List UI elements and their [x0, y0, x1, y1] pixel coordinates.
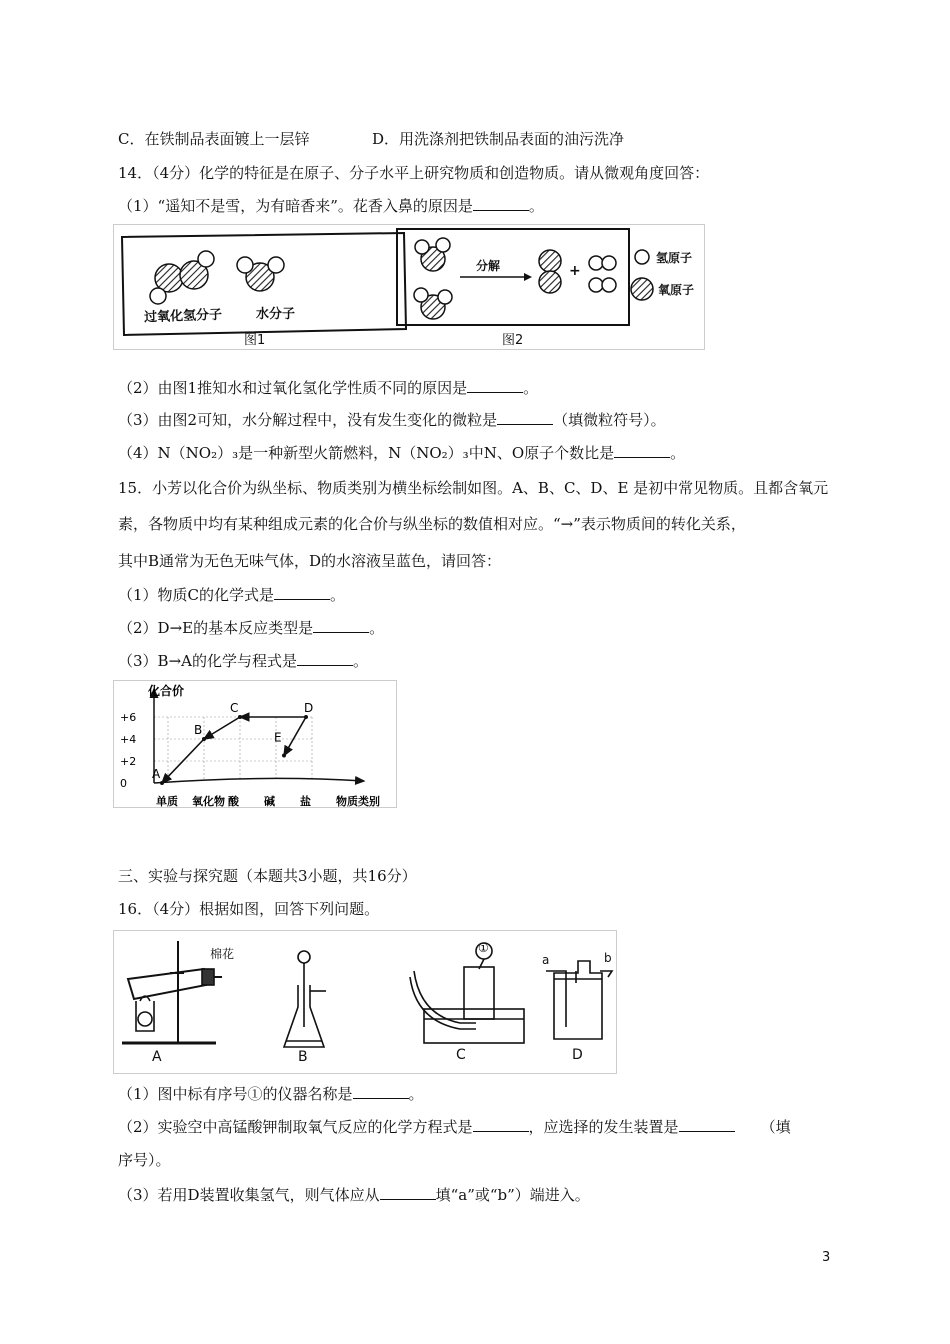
label-c: C — [456, 1047, 466, 1063]
fig2-caption: 图2 — [502, 333, 524, 348]
q14-part3-text: （3）由图2可知，水分解过程中，没有发生变化的微粒是 — [118, 411, 498, 429]
q15-stem-2: 素，各物质中均有某种组成元素的化合价与纵坐标的数值相对应。“→”表示物质间的转化关系， — [118, 515, 746, 533]
q15-stem-1: 15．小芳以化合价为纵坐标、物质类别为横坐标绘制如图。A、B、C、D、E 是初中常见物质。且都含氧元 — [118, 479, 829, 497]
label-b: B — [298, 1049, 308, 1065]
fig1-caption: 图1 — [244, 333, 266, 348]
answer-blank[interactable] — [679, 1117, 735, 1132]
arrow-B-A — [162, 739, 204, 783]
answer-blank[interactable] — [353, 1084, 409, 1099]
answer-blank[interactable] — [473, 1117, 529, 1132]
answer-blank[interactable] — [380, 1185, 436, 1200]
apparatus-figure — [113, 930, 617, 1074]
q16-part3-end: 填“a”或“b”）端进入。 — [435, 1186, 590, 1204]
q14-part1-text: （1）“遥知不是雪，为有暗香来”。花香入鼻的原因是 — [118, 197, 473, 215]
water-molecule-1 — [415, 238, 450, 271]
x-tick-label: 碱 — [264, 795, 275, 807]
apparatus-d — [546, 961, 612, 1039]
q15-part3-text: （3）B→A的化学与程式是 — [118, 652, 297, 670]
q14-part4-text: （4）N（NO₂）₃是一种新型火箭燃料，N（NO₂）₃中N、O原子个数比是 — [118, 444, 615, 462]
option-c: C．在铁制品表面镀上一层锌 — [118, 130, 310, 148]
q14-part4 — [118, 443, 685, 463]
q16-part2 — [118, 1117, 791, 1137]
figure-molecules — [113, 224, 705, 350]
arrow-label: 分解 — [476, 259, 501, 273]
q16-part1 — [118, 1084, 424, 1104]
label-d: D — [572, 1047, 583, 1063]
y-tick-label: +6 — [120, 711, 137, 724]
h2o2-molecule — [150, 251, 214, 304]
port-a-label: a — [542, 953, 550, 967]
point-label-E: E — [274, 730, 282, 745]
q16-part1-text: （1）图中标有序号①的仪器名称是 — [118, 1085, 353, 1103]
q14-stem: 14．（4分）化学的特征是在原子、分子水平上研究物质和创造物质。请从微观角度回答： — [118, 164, 710, 182]
q16-part2-text: （2）实验空中高锰酸钾制取氧气反应的化学方程式是 — [118, 1118, 473, 1136]
h2o-molecule — [237, 257, 284, 291]
q16-stem: 16．（4分）根据如图，回答下列问题。 — [118, 900, 380, 918]
x-tick-label: 氧化物 — [192, 795, 225, 807]
answer-blank[interactable] — [473, 196, 529, 211]
q15-part3 — [118, 651, 368, 671]
valence-chart-svg — [114, 681, 396, 807]
answer-blank[interactable] — [313, 618, 369, 633]
option-d: D．用洗涤剂把铁制品表面的油污洗净 — [372, 130, 625, 148]
apparatus-a — [122, 941, 222, 1043]
x-tick-label: 盐 — [300, 795, 311, 807]
arrow-D-E — [284, 717, 306, 756]
port-b-label: b — [604, 951, 612, 965]
apparatus-b — [284, 951, 326, 1047]
q16-part3 — [118, 1185, 590, 1205]
q14-part1-end: 。 — [528, 197, 544, 215]
arrow-C-B — [204, 717, 240, 739]
q15-part2-text: （2）D→E的基本反应类型是 — [118, 619, 314, 637]
q14-part3-end: （填微粒符号）。 — [553, 411, 666, 429]
cotton-label: 棉花 — [210, 947, 235, 961]
x-tick-label: 酸 — [228, 795, 239, 807]
point-label-C: C — [230, 701, 239, 715]
q16-part1-end: 。 — [408, 1085, 424, 1103]
q14-part2 — [118, 378, 538, 398]
answer-blank[interactable] — [614, 443, 670, 458]
q16-part2-fill: （填 — [760, 1118, 791, 1136]
q15-part3-end: 。 — [352, 652, 368, 670]
x-axis-label: 物质类别 — [336, 795, 380, 807]
molecules-drawing — [114, 225, 704, 349]
q14-part4-end: 。 — [670, 444, 686, 462]
y-tick-label: +4 — [120, 733, 137, 746]
q14-part3 — [118, 410, 666, 430]
q14-part2-text: （2）由图1推知水和过氧化氢化学性质不同的原因是 — [118, 379, 468, 397]
point-label-D: D — [304, 701, 314, 715]
x-tick-label: 单质 — [156, 795, 178, 807]
point-label-B: B — [194, 723, 203, 737]
circle-one-label: ① — [478, 941, 489, 955]
y-tick-label: +2 — [120, 755, 137, 768]
answer-blank[interactable] — [467, 378, 523, 393]
q16-part3-text: （3）若用D装置收集氢气，则气体应从 — [118, 1186, 380, 1204]
q15-part1-text: （1）物质C的化学式是 — [118, 586, 275, 604]
valence-chart — [113, 680, 397, 808]
label-a: A — [152, 1049, 162, 1065]
q14-part1 — [118, 196, 544, 216]
o2-molecule — [539, 250, 561, 293]
point-label-A: A — [152, 767, 161, 781]
h2o2-label: 过氧化氢分子 — [143, 307, 223, 326]
y-tick-label: 0 — [120, 777, 127, 790]
answer-blank[interactable] — [297, 651, 353, 666]
q15-stem-3: 其中B通常为无色无味气体，D的水溶液呈蓝色，请回答： — [118, 552, 502, 570]
h2-molecules — [589, 256, 616, 292]
answer-blank[interactable] — [497, 410, 553, 425]
answer-blank[interactable] — [274, 585, 330, 600]
water-molecule-2 — [414, 288, 452, 319]
q15-part2 — [118, 618, 384, 638]
o-atom-legend: 氧原子 — [658, 283, 695, 297]
q15-part1-end: 。 — [330, 586, 346, 604]
apparatus-c — [410, 943, 524, 1043]
section-3-title: 三、实验与探究题（本题共3小题，共16分） — [118, 867, 417, 885]
q15-part1 — [118, 585, 345, 605]
o-atom-legend-icon — [631, 278, 653, 300]
h2o-label: 水分子 — [256, 307, 296, 322]
q16-part2-mid: ，应选择的发生装置是 — [528, 1118, 679, 1136]
q15-part2-end: 。 — [369, 619, 385, 637]
h-atom-legend: 氢原子 — [656, 251, 693, 265]
plus-sign: + — [569, 263, 581, 279]
q14-part2-end: 。 — [523, 379, 539, 397]
h-atom-legend-icon — [635, 250, 649, 264]
x-axis — [154, 778, 364, 783]
y-axis-label: 化合价 — [148, 684, 185, 698]
page-number: 3 — [822, 1250, 831, 1265]
q16-part2-cont: 序号）。 — [118, 1151, 171, 1169]
apparatus-drawing — [114, 931, 616, 1073]
